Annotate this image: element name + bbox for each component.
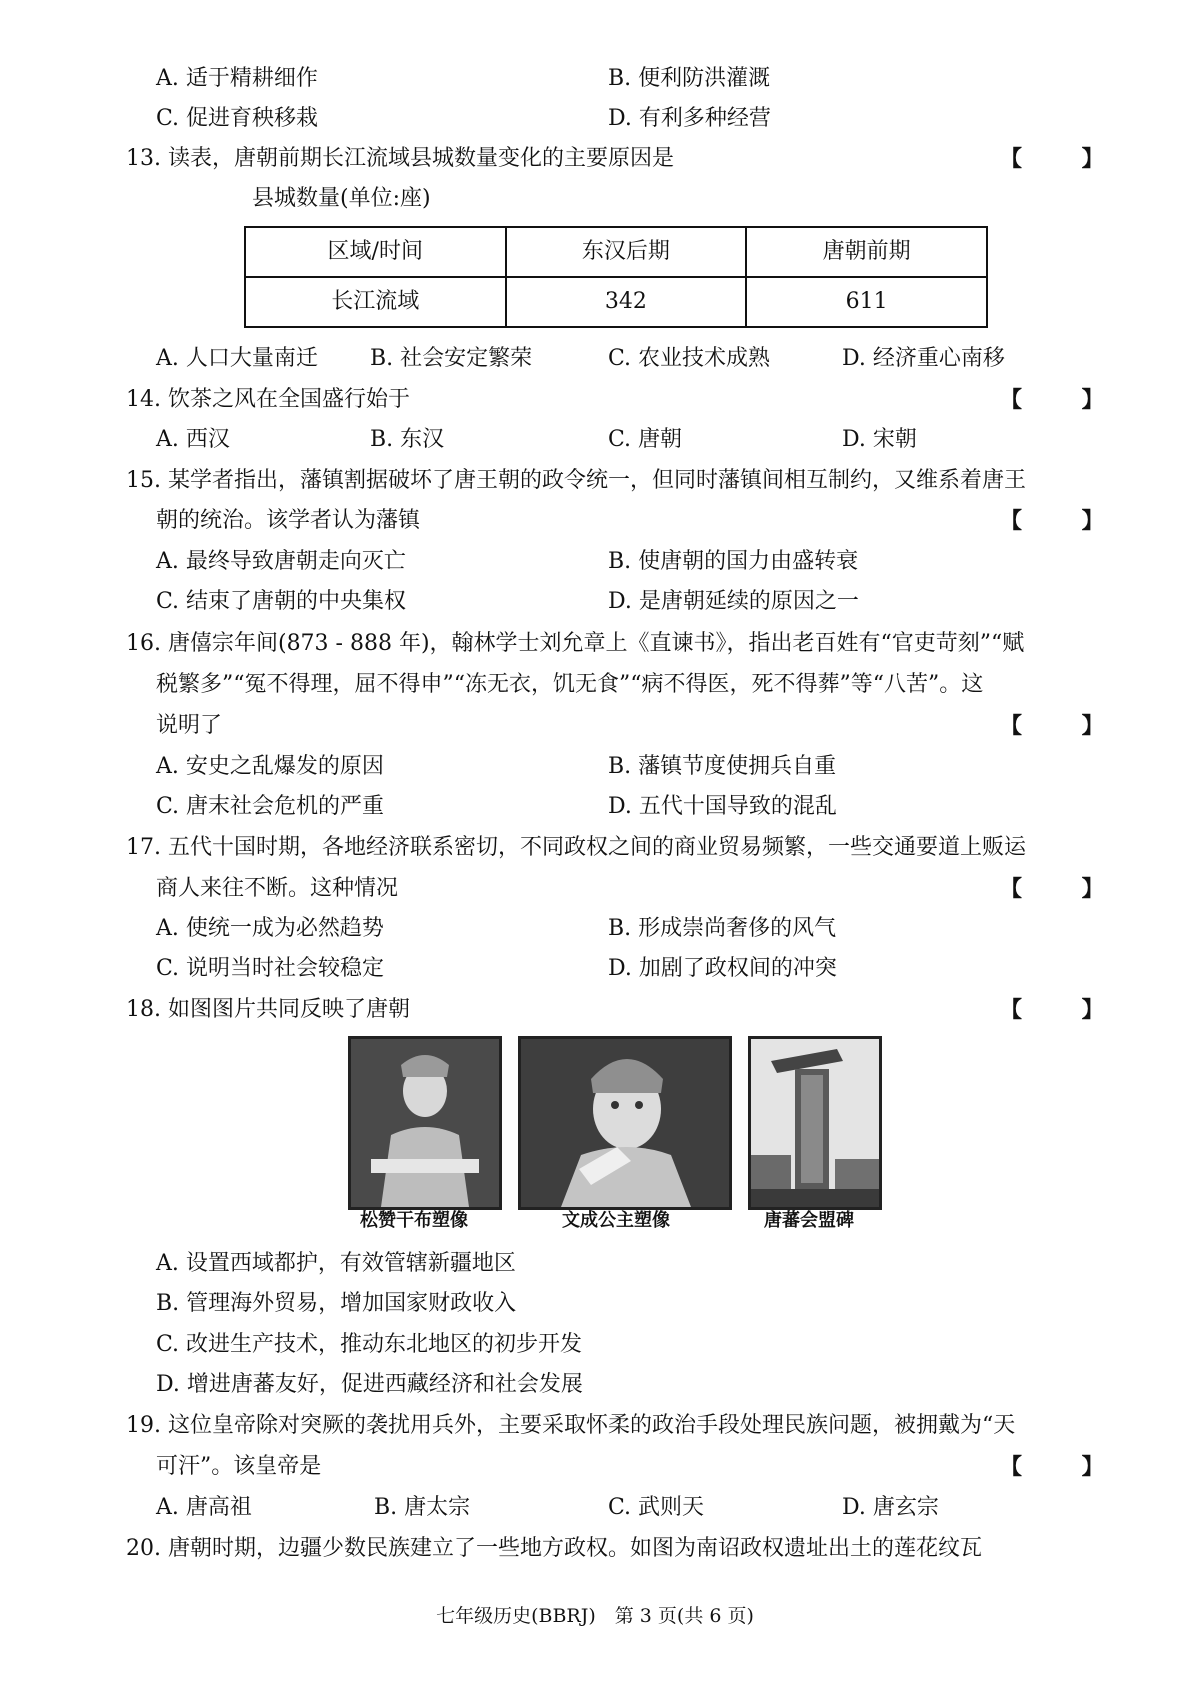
q13-option-c: C. 农业技术成熟 <box>608 346 771 371</box>
q16-option-b: B. 藩镇节度使拥兵自重 <box>608 754 837 779</box>
q18-option-c: C. 改进生产技术，推动东北地区的初步开发 <box>156 1332 583 1357</box>
q18-option-b: B. 管理海外贸易，增加国家财政收入 <box>156 1291 517 1316</box>
q13-table-title: 县城数量(单位:座) <box>252 186 431 211</box>
caption-songtsen-gampo: 松赞干布塑像 <box>360 1210 468 1231</box>
q16-stem-line2: 税繁多”“冤不得理，屈不得申”“冻无衣，饥无食”“病不得医，死不得葬”等“八苦”。这 <box>156 672 984 697</box>
q12-option-b: B. 便利防洪灌溉 <box>608 66 771 91</box>
princess-wencheng-statue-photo <box>518 1036 732 1210</box>
q15-answer-bracket: 【 】 <box>1000 508 1130 534</box>
caption-princess-wencheng: 文成公主塑像 <box>562 1210 670 1231</box>
q19-answer-bracket: 【 】 <box>1000 1454 1130 1480</box>
q16-option-c: C. 唐末社会危机的严重 <box>156 794 385 819</box>
table-header-cell: 唐朝前期 <box>746 227 987 277</box>
table-header-cell: 东汉后期 <box>506 227 747 277</box>
q12-option-a: A. 适于精耕细作 <box>156 66 318 91</box>
q17-answer-bracket: 【 】 <box>1000 876 1130 902</box>
tang-tibet-alliance-stele-photo <box>748 1036 882 1210</box>
q19-stem-line2: 可汗”。该皇帝是 <box>156 1454 322 1479</box>
q14-option-c: C. 唐朝 <box>608 427 683 452</box>
q15-option-a: A. 最终导致唐朝走向灭亡 <box>156 549 406 574</box>
q17-stem-line1: 17. 五代十国时期，各地经济联系密切，不同政权之间的商业贸易频繁，一些交通要道上贩运 <box>126 835 1026 860</box>
q13-answer-bracket: 【 】 <box>1000 146 1130 172</box>
q19-option-c: C. 武则天 <box>608 1495 705 1520</box>
q13-option-d: D. 经济重心南移 <box>842 346 1005 371</box>
q17-option-d: D. 加剧了政权间的冲突 <box>608 956 837 981</box>
q14-stem: 14. 饮茶之风在全国盛行始于 <box>126 387 410 412</box>
q14-option-b: B. 东汉 <box>370 427 445 452</box>
q15-option-d: D. 是唐朝延续的原因之一 <box>608 589 859 614</box>
q17-stem-line2: 商人来往不断。这种情况 <box>156 876 399 901</box>
caption-alliance-stele: 唐蕃会盟碑 <box>764 1210 854 1231</box>
q18-answer-bracket: 【 】 <box>1000 997 1130 1023</box>
q18-option-d: D. 增进唐蕃友好，促进西藏经济和社会发展 <box>156 1372 583 1397</box>
table-cell: 长江流域 <box>245 277 506 327</box>
q16-stem-line1: 16. 唐僖宗年间(873 - 888 年)，翰林学士刘允章上《直谏书》，指出老百姓有“官吏苛刻”“赋 <box>126 631 1025 656</box>
q18-stem: 18. 如图图片共同反映了唐朝 <box>126 997 410 1022</box>
q13-option-b: B. 社会安定繁荣 <box>370 346 533 371</box>
q16-answer-bracket: 【 】 <box>1000 713 1130 739</box>
q12-option-d: D. 有利多种经营 <box>608 106 771 131</box>
q19-option-a: A. 唐高祖 <box>156 1495 252 1520</box>
q14-option-a: A. 西汉 <box>156 427 230 452</box>
q19-option-b: B. 唐太宗 <box>374 1495 471 1520</box>
q14-answer-bracket: 【 】 <box>1000 387 1130 413</box>
q17-option-b: B. 形成崇尚奢侈的风气 <box>608 916 837 941</box>
q15-stem-line1: 15. 某学者指出，藩镇割据破坏了唐王朝的政令统一，但同时藩镇间相互制约，又维系着唐王 <box>126 468 1026 493</box>
q19-stem-line1: 19. 这位皇帝除对突厥的袭扰用兵外，主要采取怀柔的政治手段处理民族问题，被拥戴为“天 <box>126 1413 1016 1438</box>
table-row <box>245 277 987 327</box>
table-header-cell: 区域/时间 <box>245 227 506 277</box>
songtsen-gampo-statue-photo <box>348 1036 502 1210</box>
q20-stem-line1: 20. 唐朝时期，边疆少数民族建立了一些地方政权。如图为南诏政权遗址出土的莲花纹瓦 <box>126 1536 982 1561</box>
q16-stem-line3: 说明了 <box>156 713 223 738</box>
q14-option-d: D. 宋朝 <box>842 427 917 452</box>
q13-option-a: A. 人口大量南迁 <box>156 346 318 371</box>
q18-option-a: A. 设置西域都护，有效管辖新疆地区 <box>156 1251 516 1276</box>
q15-stem-line2: 朝的统治。该学者认为藩镇 <box>156 508 421 533</box>
county-count-table <box>244 226 988 328</box>
q16-option-a: A. 安史之乱爆发的原因 <box>156 754 384 779</box>
page-footer: 七年级历史(BBRJ) 第 3 页(共 6 页) <box>436 1605 754 1627</box>
table-cell: 342 <box>506 277 747 327</box>
q17-option-a: A. 使统一成为必然趋势 <box>156 916 384 941</box>
table-header-row <box>245 227 987 277</box>
q12-option-c: C. 促进育秧移栽 <box>156 106 319 131</box>
q13-stem: 13. 读表，唐朝前期长江流域县城数量变化的主要原因是 <box>126 146 674 171</box>
q15-option-b: B. 使唐朝的国力由盛转衰 <box>608 549 859 574</box>
q19-option-d: D. 唐玄宗 <box>842 1495 939 1520</box>
q15-option-c: C. 结束了唐朝的中央集权 <box>156 589 407 614</box>
q16-option-d: D. 五代十国导致的混乱 <box>608 794 837 819</box>
q17-option-c: C. 说明当时社会较稳定 <box>156 956 385 981</box>
table-cell: 611 <box>746 277 987 327</box>
